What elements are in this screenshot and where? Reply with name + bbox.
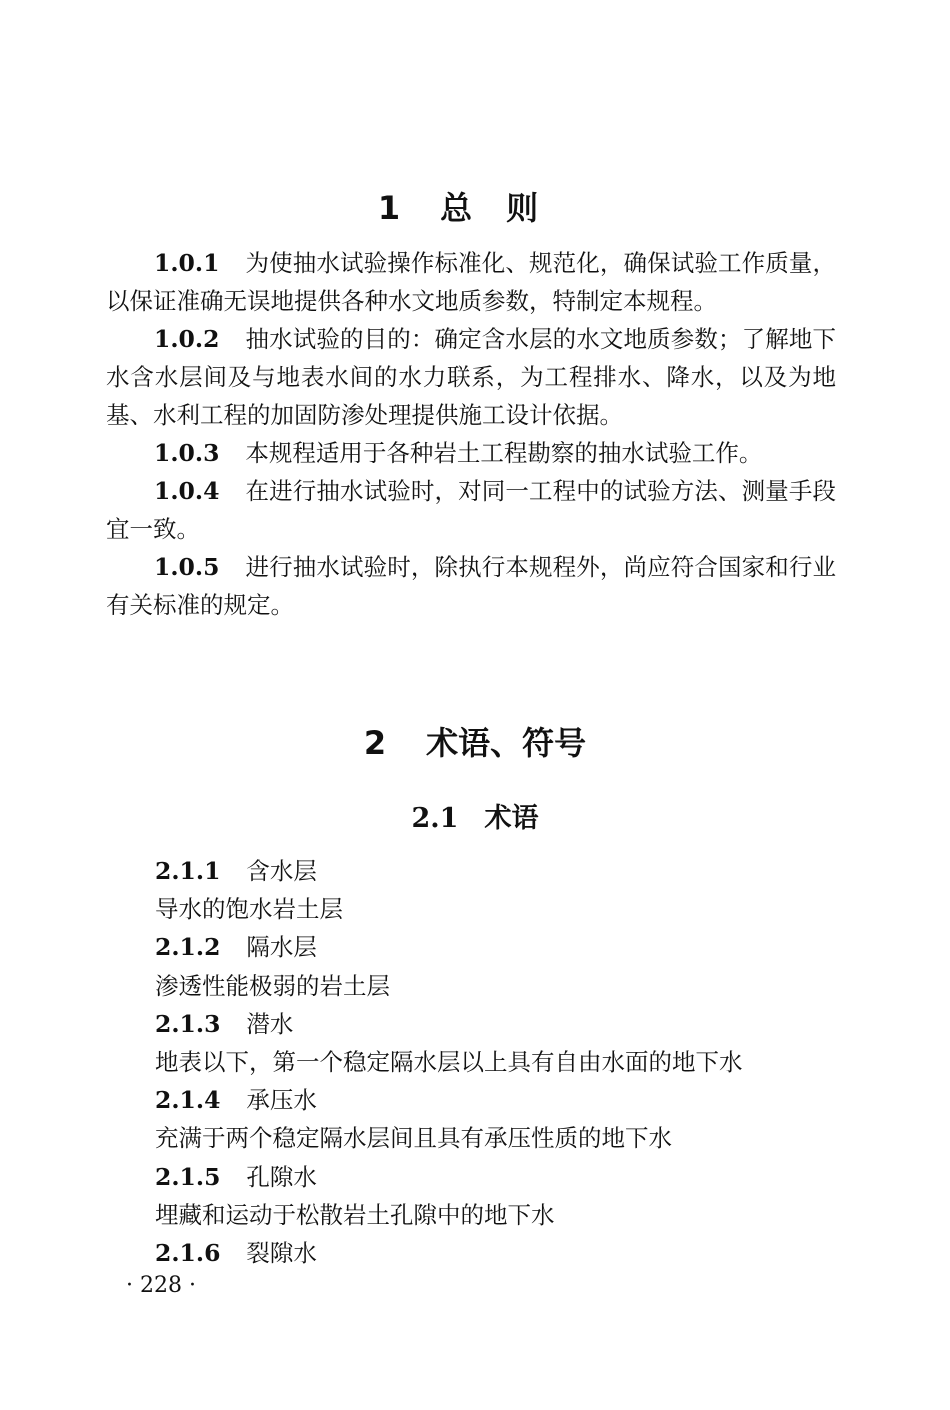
term-number: 2.1.6 — [155, 1239, 221, 1268]
term-name: 裂隙水 — [246, 1239, 317, 1268]
clause-text: 在进行抽水试验时，对同一工程中的试验方法、测量手段宜一致。 — [106, 477, 836, 543]
term-2-1-1 — [155, 852, 835, 890]
term-name: 含水层 — [246, 857, 317, 885]
clause-text: 为使抽水试验操作标准化、规范化，确保试验工作质量，以保证准确无误地提供各种水文地质参数，特制定本规程。 — [106, 249, 836, 315]
chapter-1-title: 总则 — [440, 189, 573, 227]
term-2-1-3 — [155, 1005, 835, 1043]
section-2-1-number: 2.1 — [411, 803, 459, 834]
terms-list — [155, 852, 835, 1272]
general-provisions-body — [106, 244, 836, 624]
clause-1-0-5 — [106, 548, 836, 624]
clause-text: 抽水试验的目的：确定含水层的水文地质参数；了解地下水含水层间及与地表水间的水力联系，为工程排水、降水，以及为地基、水利工程的加固防渗处理提供施工设计依据。 — [106, 325, 836, 429]
section-2-1-heading — [0, 796, 950, 835]
term-definition: 充满于两个稳定隔水层间且具有承压性质的地下水 — [155, 1124, 672, 1153]
clause-number: 1.0.4 — [154, 477, 220, 505]
clause-1-0-4 — [106, 472, 836, 548]
term-name: 承压水 — [246, 1086, 317, 1115]
term-name: 隔水层 — [246, 933, 317, 962]
clause-number: 1.0.1 — [154, 249, 220, 277]
term-number: 2.1.3 — [155, 1009, 221, 1038]
term-number: 2.1.4 — [155, 1086, 221, 1115]
chapter-2-heading — [0, 718, 950, 764]
clause-1-0-1 — [106, 244, 836, 320]
term-definition: 地表以下，第一个稳定隔水层以上具有自由水面的地下水 — [155, 1048, 743, 1077]
clause-text: 进行抽水试验时，除执行本规程外，尚应符合国家和行业有关标准的规定。 — [106, 553, 836, 619]
term-number: 2.1.2 — [155, 933, 221, 962]
clause-number: 1.0.3 — [154, 439, 220, 467]
term-2-1-2 — [155, 928, 835, 966]
term-2-1-4 — [155, 1081, 835, 1119]
chapter-1-number: 1 — [377, 189, 401, 227]
section-2-1-title: 术语 — [484, 803, 539, 834]
chapter-2-title: 术语、符号 — [426, 724, 587, 762]
term-definition: 埋藏和运动于松散岩土孔隙中的地下水 — [155, 1200, 555, 1229]
term-name: 孔隙水 — [246, 1162, 317, 1191]
chapter-1-heading — [0, 183, 950, 229]
term-name: 潜水 — [246, 1009, 294, 1038]
page-number: · 228 · — [126, 1273, 196, 1298]
term-number: 2.1.5 — [155, 1162, 221, 1191]
clause-number: 1.0.5 — [154, 553, 220, 581]
term-number: 2.1.1 — [155, 857, 221, 885]
clause-number: 1.0.2 — [154, 325, 220, 353]
term-2-1-6 — [155, 1234, 835, 1272]
chapter-2-number: 2 — [363, 724, 387, 762]
term-definition: 导水的饱水岩土层 — [155, 895, 343, 924]
term-2-1-5 — [155, 1158, 835, 1196]
term-definition: 渗透性能极弱的岩土层 — [155, 971, 390, 1000]
clause-1-0-2 — [106, 320, 836, 434]
clause-text: 本规程适用于各种岩土工程勘察的抽水试验工作。 — [245, 439, 763, 467]
clause-1-0-3 — [106, 434, 836, 472]
